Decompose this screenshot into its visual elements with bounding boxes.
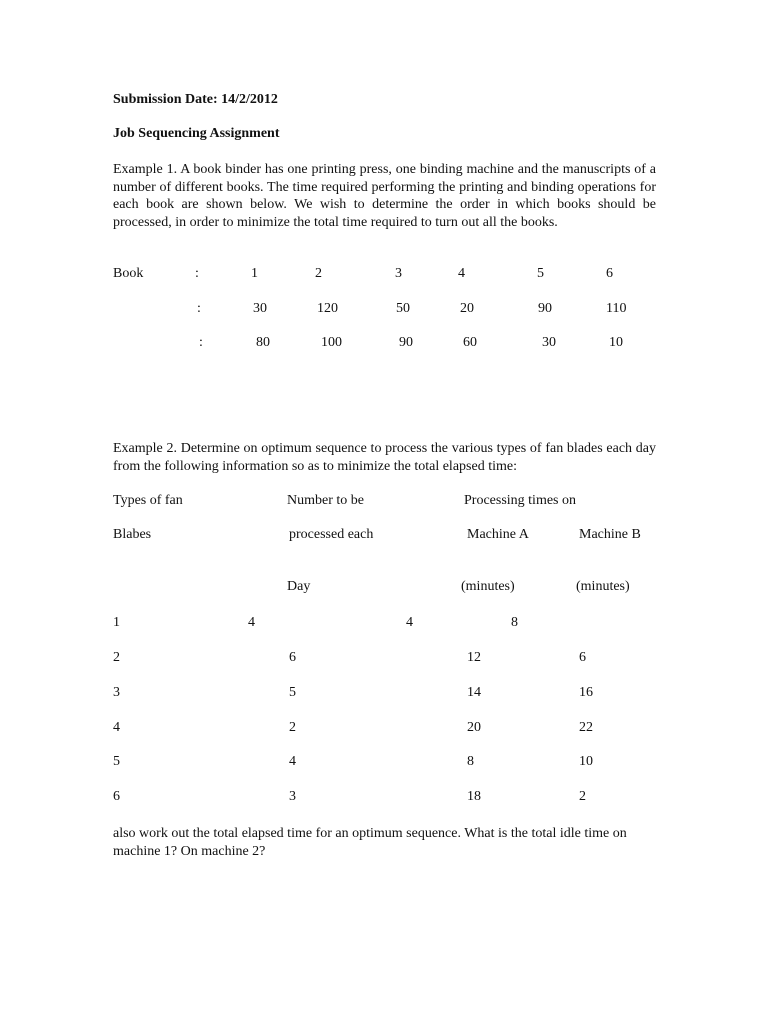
assignment-title: Job Sequencing Assignment <box>113 126 280 141</box>
closing-question: also work out the total elapsed time for an optimum sequence. What is the total idle time on machine 1? On machine 2? <box>113 826 627 859</box>
machine-b-time: 6 <box>579 650 586 665</box>
printing-time: 90 <box>538 301 552 316</box>
book-number: 2 <box>315 266 322 281</box>
fan-type: 1 <box>113 615 120 630</box>
book-number: 4 <box>458 266 465 281</box>
fan-count: 4 <box>289 754 296 769</box>
printing-time: 110 <box>606 301 627 316</box>
machine-a-time: 14 <box>467 685 481 700</box>
header-day: Day <box>287 579 311 594</box>
colon: : <box>195 266 199 281</box>
book-number: 3 <box>395 266 402 281</box>
header-minutes-b: (minutes) <box>576 579 630 594</box>
header-minutes-a: (minutes) <box>461 579 515 594</box>
fan-type: 4 <box>113 720 120 735</box>
binding-time: 30 <box>542 335 556 350</box>
fan-count: 5 <box>289 685 296 700</box>
header-blabes: Blabes <box>113 527 152 542</box>
book-number: 6 <box>606 266 613 281</box>
example-1-text: Example 1. A book binder has one printing press, one binding machine and the manuscripts of a number of different books. The time required performing the printing and binding operations for each book are shown below. We wish to determine the order in which books should be processed, in order to minimize the total time required to turn out all the books. <box>113 162 656 230</box>
example-2-text: Example 2. Determine on optimum sequence to process the various types of fan blades each day from the following information so as to minimize the total elapsed time: <box>113 441 656 474</box>
book-number: 5 <box>537 266 544 281</box>
fan-count: 2 <box>289 720 296 735</box>
book-number: 1 <box>251 266 258 281</box>
machine-b-time: 22 <box>579 720 593 735</box>
machine-b-time: 16 <box>579 685 593 700</box>
book-label: Book <box>113 266 144 281</box>
colon: : <box>199 335 203 350</box>
printing-time: 120 <box>317 301 338 316</box>
binding-time: 100 <box>321 335 342 350</box>
fan-type: 2 <box>113 650 120 665</box>
binding-time: 10 <box>609 335 623 350</box>
fan-type: 5 <box>113 754 120 769</box>
header-processing-times: Processing times on <box>464 493 576 508</box>
fan-type: 6 <box>113 789 120 804</box>
header-types-of-fan: Types of fan <box>113 493 183 508</box>
fan-count: 3 <box>289 789 296 804</box>
machine-a-time: 20 <box>467 720 481 735</box>
binding-time: 60 <box>463 335 477 350</box>
header-machine-a: Machine A <box>467 527 529 542</box>
printing-time: 20 <box>460 301 474 316</box>
printing-time: 30 <box>253 301 267 316</box>
header-machine-b: Machine B <box>579 527 641 542</box>
binding-time: 80 <box>256 335 270 350</box>
colon: : <box>197 301 201 316</box>
header-number-to-be: Number to be <box>287 493 364 508</box>
machine-b-time: 2 <box>579 789 586 804</box>
machine-b-time: 10 <box>579 754 593 769</box>
machine-a-time: 8 <box>467 754 474 769</box>
machine-a-time: 18 <box>467 789 481 804</box>
submission-date: Submission Date: 14/2/2012 <box>113 92 278 107</box>
printing-time: 50 <box>396 301 410 316</box>
binding-time: 90 <box>399 335 413 350</box>
header-processed-each: processed each <box>289 527 374 542</box>
fan-type: 3 <box>113 685 120 700</box>
machine-a-time: 4 <box>406 615 413 630</box>
fan-count: 4 <box>248 615 255 630</box>
machine-b-time: 8 <box>511 615 518 630</box>
machine-a-time: 12 <box>467 650 481 665</box>
fan-count: 6 <box>289 650 296 665</box>
